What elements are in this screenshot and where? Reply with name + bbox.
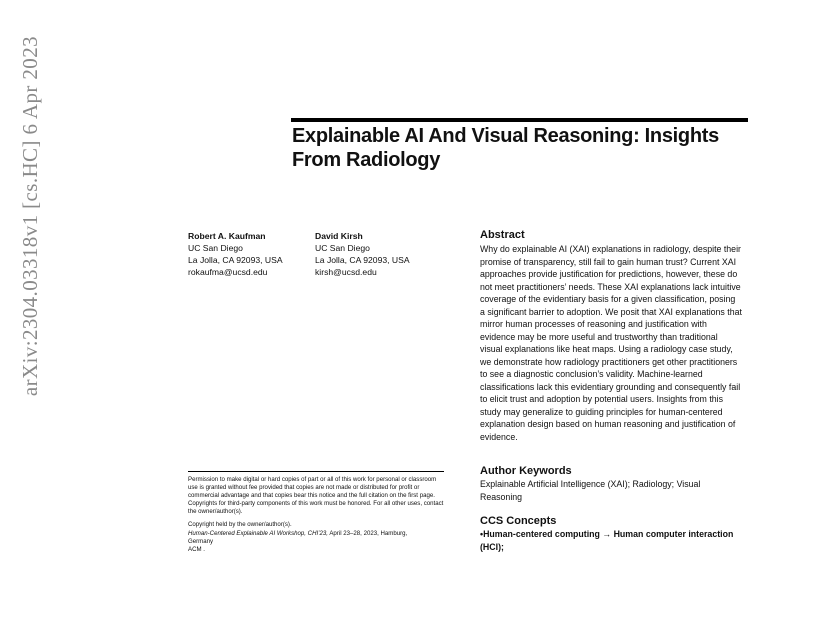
ccs-section [480, 514, 742, 553]
author-location: La Jolla, CA 92093, USA [315, 255, 410, 265]
keywords-section [480, 464, 742, 503]
venue-date: April 23–28, 2023, Hamburg, [328, 529, 408, 537]
author-email: kirsh@ucsd.edu [315, 267, 377, 277]
author-affiliation: UC San Diego [315, 243, 370, 253]
permission-notice [188, 471, 444, 554]
author-name: Robert A. Kaufman [188, 231, 266, 241]
abstract-heading: Abstract [480, 229, 525, 241]
author-location: La Jolla, CA 92093, USA [188, 255, 283, 265]
arxiv-watermark [8, 36, 52, 396]
abstract-section [480, 228, 742, 443]
ccs-text: •Human-centered computing → Human computer interaction (HCI); [480, 529, 734, 552]
permission-text: Permission to make digital or hard copies of part or all of this work for personal or classroom use is granted without fee provided that copies are not made or distributed for profit or commercial advantage and that copies bear this notice and the full citation on the first page. Copyrights for third-party components of this work must be honored. For all other uses, contact the owner/author(s). [188, 476, 444, 516]
ccs-heading: CCS Concepts [480, 515, 557, 527]
author-email: rokaufma@ucsd.edu [188, 267, 268, 277]
publisher-line: ACM . [188, 545, 205, 553]
keywords-text: Explainable Artificial Intelligence (XAI); Radiology; Visual Reasoning [480, 479, 701, 502]
paper-title: Explainable AI And Visual Reasoning: Insights From Radiology [292, 125, 719, 171]
venue-line [188, 530, 444, 538]
venue-country: Germany [188, 537, 214, 545]
author-block-1 [188, 230, 283, 278]
author-name: David Kirsh [315, 231, 363, 241]
arxiv-identifier: arXiv:2304.03318v1 [cs.HC] 6 Apr 2023 [17, 36, 42, 397]
keywords-heading: Author Keywords [480, 465, 572, 477]
author-block-2 [315, 230, 410, 278]
title-rule [291, 118, 748, 122]
author-affiliation: UC San Diego [188, 243, 243, 253]
abstract-text: Why do explainable AI (XAI) explanations in radiology, despite their promise of transparency, still fail to gain human trust? Current XAI approaches provide justification for predictions, however, these do not meet practitioners’ needs. These XAI explanations lack intuitive coverage of the evidentiary basis for a given classification, posing a significant barrier to adoption. We posit that XAI explanations that mirror human processes of reasoning and justification with evidence may be more useful and trustworthy than traditional visual explanations like heat maps. Using a radiology case study, we demonstrate how radiology practitioners get other practitioners to see a diagnostic conclusion’s validity. Machine-learned classifications lack this evidentiary grounding and consequently fail to elicit trust and adoption by potential users. Insights from this study may generalize to guiding principles for human-centered explanation design based on human reasoning and justification of evidence. [480, 244, 742, 442]
venue-name: Human-Centered Explainable AI Workshop, CHI’23, [188, 529, 328, 537]
copyright-line: Copyright held by the owner/author(s). [188, 521, 292, 529]
